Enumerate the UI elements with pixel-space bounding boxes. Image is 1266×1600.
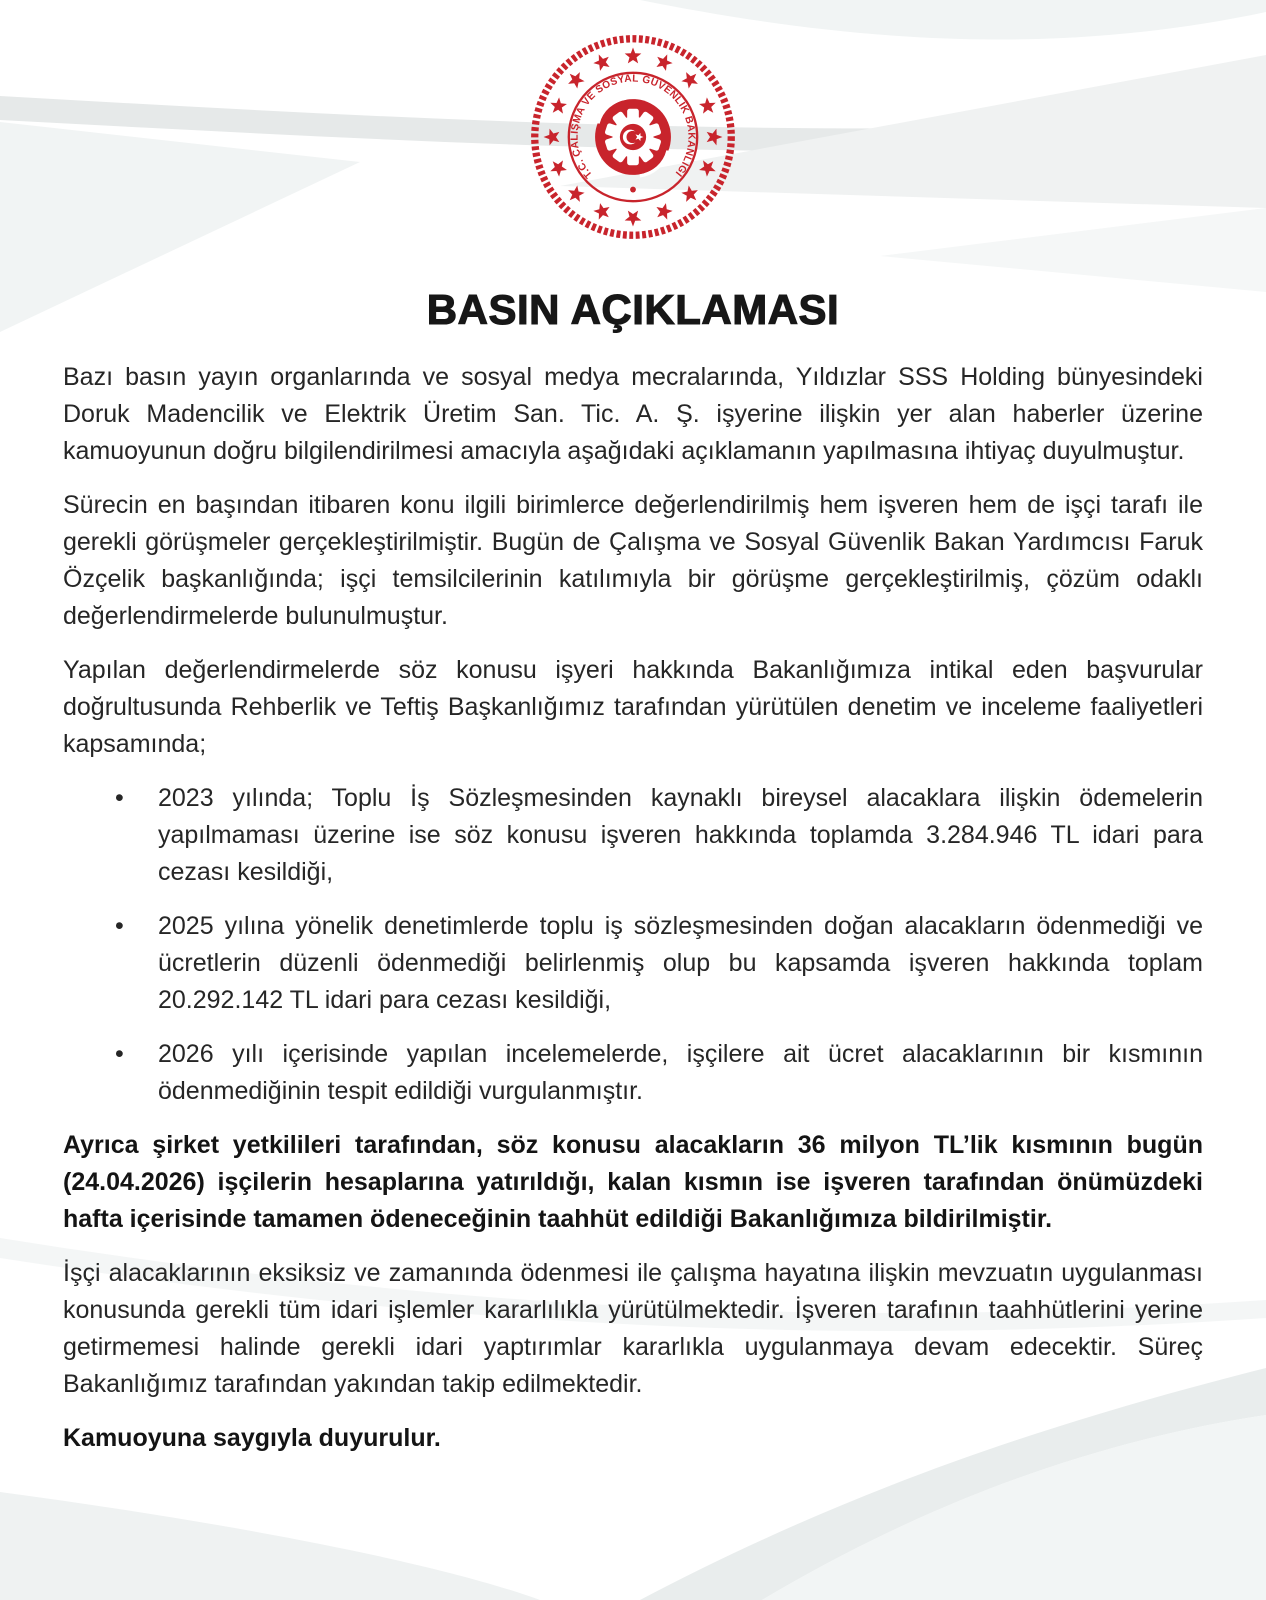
payment-announcement-paragraph: Ayrıca şirket yetkilileri tarafından, söz konusu alacakların 36 milyon TL’lik kısmının bugün (24.04.2026) işçilerin hesaplarına yatırıldığı, kalan kısmın ise işveren tarafından önümüzdeki hafta içerisinde tamamen ödeneceğinin taahhüt edildiği Bakanlığımıza bildirilmiştir. [63,1131,1203,1233]
ministry-logo [526,30,740,244]
logo-bottom-dot [630,187,636,193]
enforcement-paragraph: İşçi alacaklarının eksiksiz ve zamanında ödenmesi ile çalışma hayatına ilişkin mevzuatın uygulanması konusunda gerekli tüm idari işlemler kararlılıkla yürütülmektedir. İşveren tarafının taahhütlerini yerine getirmemesi halinde gerekli idari yaptırımlar kararlıkla uygulanmaya devam edecektir. Süreç Bakanlığımız tarafından yakından takip edilmektedir. [63,1259,1203,1398]
logo-gear-emblem [595,98,671,176]
finding-item-2026: • 2026 yılı içerisinde yapılan incelemelerde, işçilere ait ücret alacaklarının bir kısmının ödenmediğinin tespit edildiği vurgulanmıştır. [63,1036,1203,1110]
intro-paragraph-2: Sürecin en başından itibaren konu ilgili birimlerce değerlendirilmiş hem işveren hem de işçi tarafı ile gerekli görüşmeler gerçekleştirilmiştir. Bugün de Çalışma ve Sosyal Güvenlik Bakan Yardımcısı Faruk Özçelik başkanlığında; işçi temsilcilerinin katılımıyla bir görüşme gerçekleştirilmiş, çözüm odaklı değerlendirmelerde bulunulmuştur. [63,491,1203,630]
finding-item-2025: • 2025 yılına yönelik denetimlerde toplu iş sözleşmesinden doğan alacakların ödenmediği ve ücretlerin düzenli ödenmediği belirlenmiş olup bu kapsamda işveren hakkında toplam 20.292.142 TL idari para cezası kesildiği, [63,908,1203,1019]
intro-paragraph-1: Bazı basın yayın organlarında ve sosyal medya mecralarında, Yıldızlar SSS Holding bünyesindeki Doruk Madencilik ve Elektrik Üretim San. Tic. A. Ş. işyerine ilişkin yer alan haberler üzerine kamuoyunun doğru bilgilendirilmesi amacıyla aşağıdaki açıklamanın yapılmasına ihtiyaç duyulmuştur. [63,363,1203,465]
logo-ring-text: T.C. ÇALIŞMA VE SOSYAL GÜVENLİK BAKANLIĞI [569,73,697,181]
sign-off: Kamuoyuna saygıyla duyurulur. [63,1424,441,1452]
lead-in-paragraph: Yapılan değerlendirmelerde söz konusu işyeri hakkında Bakanlığımıza intikal eden başvurular doğrultusunda Rehberlik ve Teftiş Başkanlığımız tarafından yürütülen denetim ve inceleme faaliyetleri kapsamında; [63,656,1203,758]
finding-item-2023: • 2023 yılında; Toplu İş Sözleşmesinden kaynaklı bireysel alacaklara ilişkin ödemelerin yapılmaması üzerine ise söz konusu işveren hakkında toplamda 3.284.946 TL idari para cezası kesildiği, [63,780,1203,891]
press-release-body [63,359,1203,1457]
page-title: BASIN AÇIKLAMASI [426,286,840,333]
findings-list [63,780,1203,1110]
